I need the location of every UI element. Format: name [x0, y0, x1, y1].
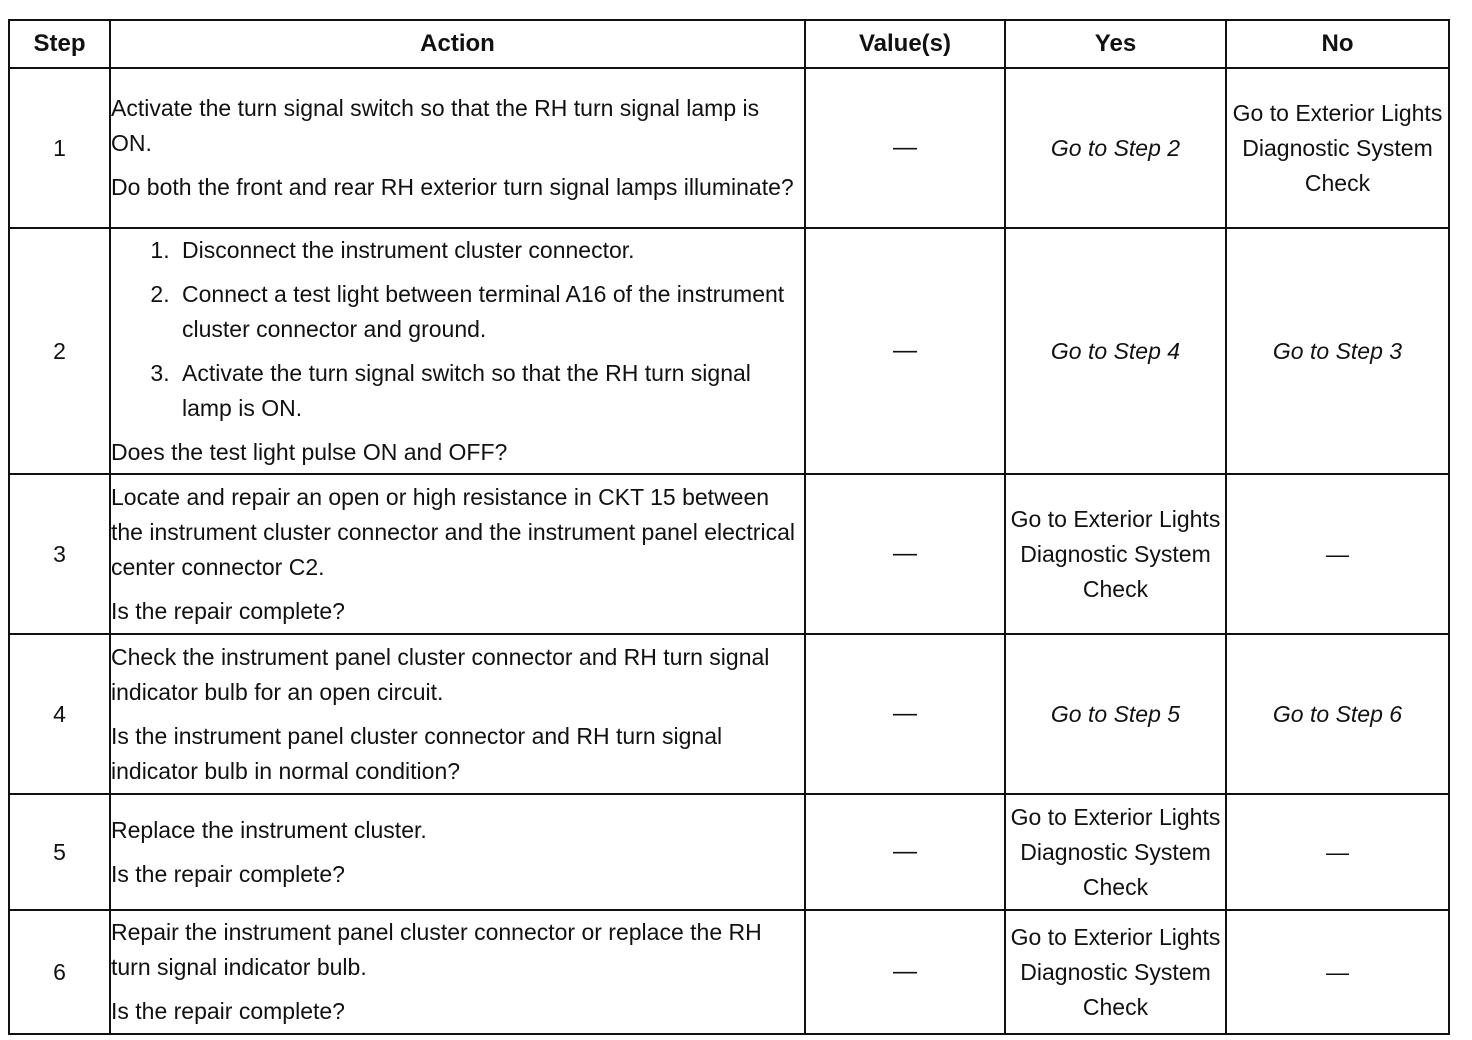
no-cell: —: [1226, 910, 1449, 1034]
action-question: Is the instrument panel cluster connector and RH turn signal indicator bulb in normal condition?: [111, 722, 723, 784]
action-question: Is the repair complete?: [111, 597, 345, 624]
value-cell: —: [805, 474, 1005, 634]
table-row: [9, 794, 1449, 910]
header-step: Step: [9, 20, 110, 68]
header-no: No: [1226, 20, 1449, 68]
header-action: Action: [110, 20, 805, 68]
table-row: [9, 634, 1449, 794]
step-number: 4: [9, 634, 110, 794]
table-row: [9, 68, 1449, 228]
step-number: 6: [9, 910, 110, 1034]
value-cell: —: [805, 794, 1005, 910]
yes-cell: Go to Exterior Lights Diagnostic System Check: [1005, 474, 1226, 634]
step-number: 3: [9, 474, 110, 634]
action-instruction: Replace the instrument cluster.: [111, 816, 427, 843]
yes-cell: Go to Exterior Lights Diagnostic System Check: [1005, 910, 1226, 1034]
procedure-item: 3. Activate the turn signal switch so that the RH turn signal lamp is ON.: [176, 356, 804, 426]
value-cell: —: [805, 634, 1005, 794]
yes-cell: Go to Exterior Lights Diagnostic System Check: [1005, 794, 1226, 910]
step-number: 1: [9, 68, 110, 228]
value-cell: —: [805, 910, 1005, 1034]
procedure-item: 2. Connect a test light between terminal A16 of the instrument cluster connector and ground.: [176, 277, 804, 347]
header-values: Value(s): [805, 20, 1005, 68]
action-cell: [110, 474, 805, 634]
table-row: [9, 474, 1449, 634]
action-cell: [110, 68, 805, 228]
action-cell: [110, 794, 805, 910]
action-cell: [110, 634, 805, 794]
no-cell: Go to Exterior Lights Diagnostic System Check: [1226, 68, 1449, 228]
yes-cell: Go to Step 4: [1005, 228, 1226, 474]
action-question: Do both the front and rear RH exterior turn signal lamps illuminate?: [111, 174, 794, 200]
action-instruction: Repair the instrument panel cluster connector or replace the RH turn signal indicator bulb.: [111, 919, 762, 980]
action-question: Is the repair complete?: [111, 998, 345, 1024]
action-instruction: Check the instrument panel cluster connector and RH turn signal indicator bulb for an open circuit.: [111, 643, 770, 705]
table-row: [9, 228, 1449, 474]
no-cell: —: [1226, 474, 1449, 634]
no-cell: —: [1226, 794, 1449, 910]
procedure-list: [111, 233, 804, 426]
action-question: Is the repair complete?: [111, 860, 345, 887]
yes-cell: Go to Step 2: [1005, 68, 1226, 228]
no-cell: Go to Step 6: [1226, 634, 1449, 794]
procedure-item: 1. Disconnect the instrument cluster connector.: [176, 233, 804, 268]
action-question: Does the test light pulse ON and OFF?: [111, 438, 508, 465]
value-cell: —: [805, 68, 1005, 228]
yes-cell: Go to Step 5: [1005, 634, 1226, 794]
header-row: [9, 20, 1449, 68]
diagnostic-table: [8, 19, 1450, 1035]
action-instruction: Activate the turn signal switch so that the RH turn signal lamp is ON.: [111, 95, 760, 156]
action-cell: [110, 228, 805, 474]
step-number: 5: [9, 794, 110, 910]
action-instruction: Locate and repair an open or high resistance in CKT 15 between the instrument cluster connector and the instrument panel electrical center connector C2.: [111, 483, 795, 580]
action-cell: [110, 910, 805, 1034]
value-cell: —: [805, 228, 1005, 474]
header-yes: Yes: [1005, 20, 1226, 68]
table-row: [9, 910, 1449, 1034]
no-cell: Go to Step 3: [1226, 228, 1449, 474]
step-number: 2: [9, 228, 110, 474]
